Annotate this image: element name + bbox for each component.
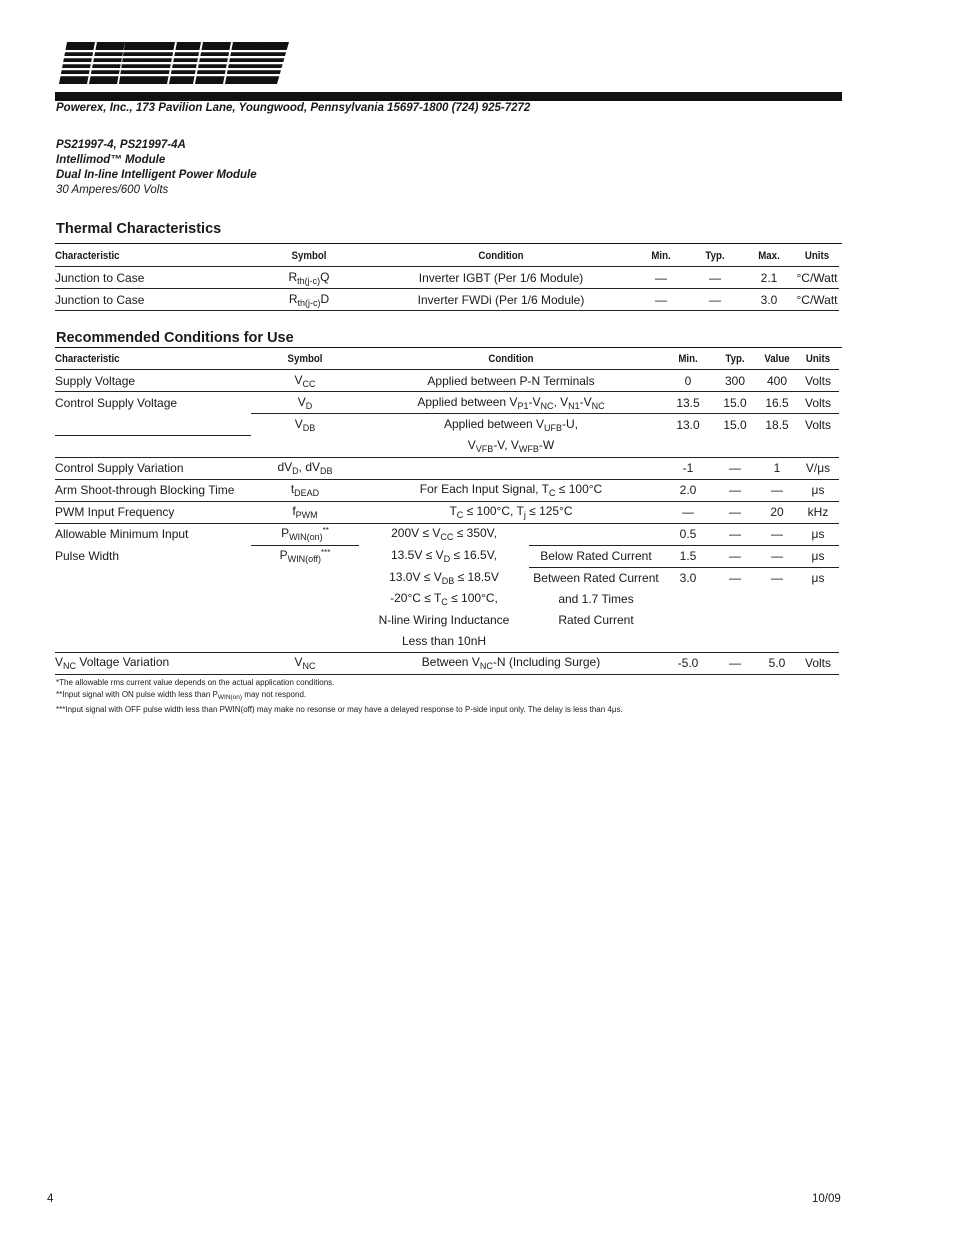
cell-value: 5.0 [757,652,797,674]
table-row [55,589,839,610]
cell-typ: — [713,523,757,545]
cell-typ: 15.0 [713,392,757,414]
cell-typ: — [713,457,757,479]
cell-value: 18.5 [765,417,789,432]
cell-condition: $200V \le V_{CC} \le 350V$, [391,526,497,543]
recommended-title: Recommended Conditions for Use [56,330,294,346]
cell-units: Volts [797,370,839,392]
thermal-rule [55,243,842,244]
thermal-title: Thermal Characteristics [56,221,222,237]
cell-units: V/μs [797,457,839,479]
page-number: 4 [47,1193,54,1205]
cell-min: — [663,501,713,523]
cell-typ: 300 [713,370,757,392]
cell-symbol: $V_{NC}$ [251,652,359,674]
cell-symbol: $V_D$ [251,392,359,414]
cell-symbol: $f_{PWM}$ [251,501,359,523]
table-row [55,545,839,567]
cell-value: — [757,545,797,567]
table-row [55,370,839,392]
cell-condition: Below Rated Current [529,545,663,567]
cell-condition: and 1.7 Times [558,592,634,606]
col-header: Condition [383,245,619,267]
table-row [55,567,839,589]
module-name: Intellimod™ Module [56,154,166,166]
cell-typ: — [713,545,757,567]
cell-units: μs [797,479,839,501]
cell-condition: $-20^\circ C \le T_C \le 100^\circ C$, [390,591,498,607]
cell-symbol: $dV_D$, $dV_{DB}$ [251,457,359,479]
date-code: 10/09 [812,1193,841,1205]
cell-characteristic: Supply Voltage [55,370,251,392]
cell-condition: $13.5V \le V_D \le 16.5V$, [391,548,497,564]
cell-condition: $V_{VFB}-V$, $V_{WFB}-W$ [359,435,663,457]
col-header: Min. [638,245,684,267]
powerex-logo [55,40,291,86]
table-row [55,289,839,311]
cell-condition: Applied between P-N Terminals [359,370,663,392]
col-header: Typ. [690,245,739,267]
cell-max: 2.1 [743,267,795,289]
product-block [56,138,257,198]
cell-condition: Rated Current [558,613,634,627]
cell-condition: $13.0V \le V_{DB} \le 18.5V$ [389,569,499,586]
table-row [55,501,839,523]
col-header: Characteristic [55,245,227,267]
col-header: Units [800,348,837,370]
cell-value: 16.5 [757,392,797,414]
cell-condition: Applied between $V_{UFB}-U$, [443,416,579,433]
company-address: Powerex, Inc., 173 Pavilion Lane, Youngwood, Pennsylvania 15697-1800 (724) 925-7272 [56,102,531,114]
cell-min: 13.0 [676,417,700,432]
table-row [55,457,839,479]
cell-typ: — [687,267,743,289]
cell-symbol: $t_{DEAD}$ [251,479,359,501]
footnote: ***Input signal with OFF pulse width less than PWIN(off) may make no resonse or may have a delayed response to P-side input only. The delay is less than 4μs. [56,705,623,714]
cell-characteristic: Allowable Minimum Input [55,527,189,542]
cell-characteristic: Control Supply Variation [55,457,251,479]
col-header: Characteristic [55,348,227,370]
cell-condition: Less than 10nH [359,631,529,653]
cell-characteristic: Arm Shoot-through Blocking Time [55,479,251,501]
col-header: Condition [377,348,645,370]
cell-units: Volts [797,392,839,414]
cell-min: 3.0 [679,571,697,585]
cell-value: — [771,571,783,585]
cell-min: 0 [663,370,713,392]
footnote: *The allowable rms current value depends on the actual application conditions. [56,678,335,687]
cell-units: Volts [804,417,831,432]
cell-min: 2.0 [663,479,713,501]
cell-symbol: $P_{WIN(on)}^{**}$ [251,523,359,545]
cell-min: 0.5 [663,523,713,545]
cell-value: 1 [757,457,797,479]
cell-min: — [635,267,687,289]
cell-units: °C/Watt [795,289,839,311]
table-row [55,392,839,414]
col-header: Typ. [716,348,755,370]
table-row [55,610,839,631]
cell-characteristic: Pulse Width [55,549,120,563]
table-row [55,652,839,674]
cell-units: Volts [797,652,839,674]
cell-condition: Between Rated Current [533,571,659,585]
cell-value: 400 [757,370,797,392]
table-row [55,631,839,653]
table-row [55,523,839,545]
cell-typ: — [713,652,757,674]
cell-units: μs [797,523,839,545]
cell-symbol: $V_{CC}$ [251,370,359,392]
cell-units: μs [811,571,825,585]
cell-condition: $T_C \le 100^\circ C$, $T_j \le 125^\circ C$ [359,501,663,523]
cell-min: — [635,289,687,311]
cell-condition: For Each Input Signal, $T_C \le 100^\circ C$ [359,479,663,501]
thermal-table [55,245,839,311]
part-numbers: PS21997-4, PS21997-4A [56,139,186,151]
cell-symbol: $R_{th(j-c)}D$ [251,289,367,311]
cell-value: — [757,479,797,501]
header-rule [55,92,842,101]
cell-characteristic: $V_{NC}$ Voltage Variation [55,652,251,674]
cell-typ: — [729,571,741,585]
module-rating: 30 Amperes/600 Volts [56,184,169,196]
cell-units: °C/Watt [795,267,839,289]
table-row [55,414,839,436]
cell-units: kHz [797,501,839,523]
col-header: Max. [746,245,792,267]
recommended-table [55,348,839,675]
cell-characteristic: Junction to Case [55,289,251,311]
cell-characteristic: PWM Input Frequency [55,501,251,523]
cell-condition: Applied between $V_{P1}-V_{NC}$, $V_{N1}-V_{NC}$ [359,392,663,414]
cell-typ: — [687,289,743,311]
cell-typ: 15.0 [723,417,747,432]
cell-min: -5.0 [663,652,713,674]
cell-min: 13.5 [663,392,713,414]
cell-condition: Inverter IGBT (Per 1/6 Module) [367,267,635,289]
col-header: Symbol [257,348,352,370]
cell-units: μs [797,545,839,567]
col-header: Value [759,348,794,370]
cell-symbol: $P_{WIN(off)}^{***}$ [279,548,331,565]
cell-value: — [757,523,797,545]
cell-condition: N-line Wiring Inductance [378,613,510,627]
table-row [55,479,839,501]
cell-condition: Inverter FWDi (Per 1/6 Module) [367,289,635,311]
col-header: Units [798,245,837,267]
footnotes [56,677,623,716]
module-description: Dual In-line Intelligent Power Module [56,169,257,181]
col-header: Min. [666,348,710,370]
cell-min: -1 [663,457,713,479]
table-row [55,267,839,289]
cell-max: 3.0 [743,289,795,311]
table-row [55,435,839,457]
footnote: **Input signal with ON pulse width less than $P_{WIN(on)}$ may not respond. [56,690,307,701]
cell-typ: — [713,501,757,523]
cell-min: 1.5 [663,545,713,567]
cell-value: 20 [757,501,797,523]
col-header: Symbol [258,245,360,267]
cell-symbol: $R_{th(j-c)}Q$ [251,267,367,289]
cell-typ: — [713,479,757,501]
cell-characteristic: Junction to Case [55,267,251,289]
cell-symbol: $V_{DB}$ [294,416,316,433]
cell-characteristic: Control Supply Voltage [55,395,178,410]
cell-condition: Between $V_{NC}-N$ (Including Surge) [359,652,663,674]
